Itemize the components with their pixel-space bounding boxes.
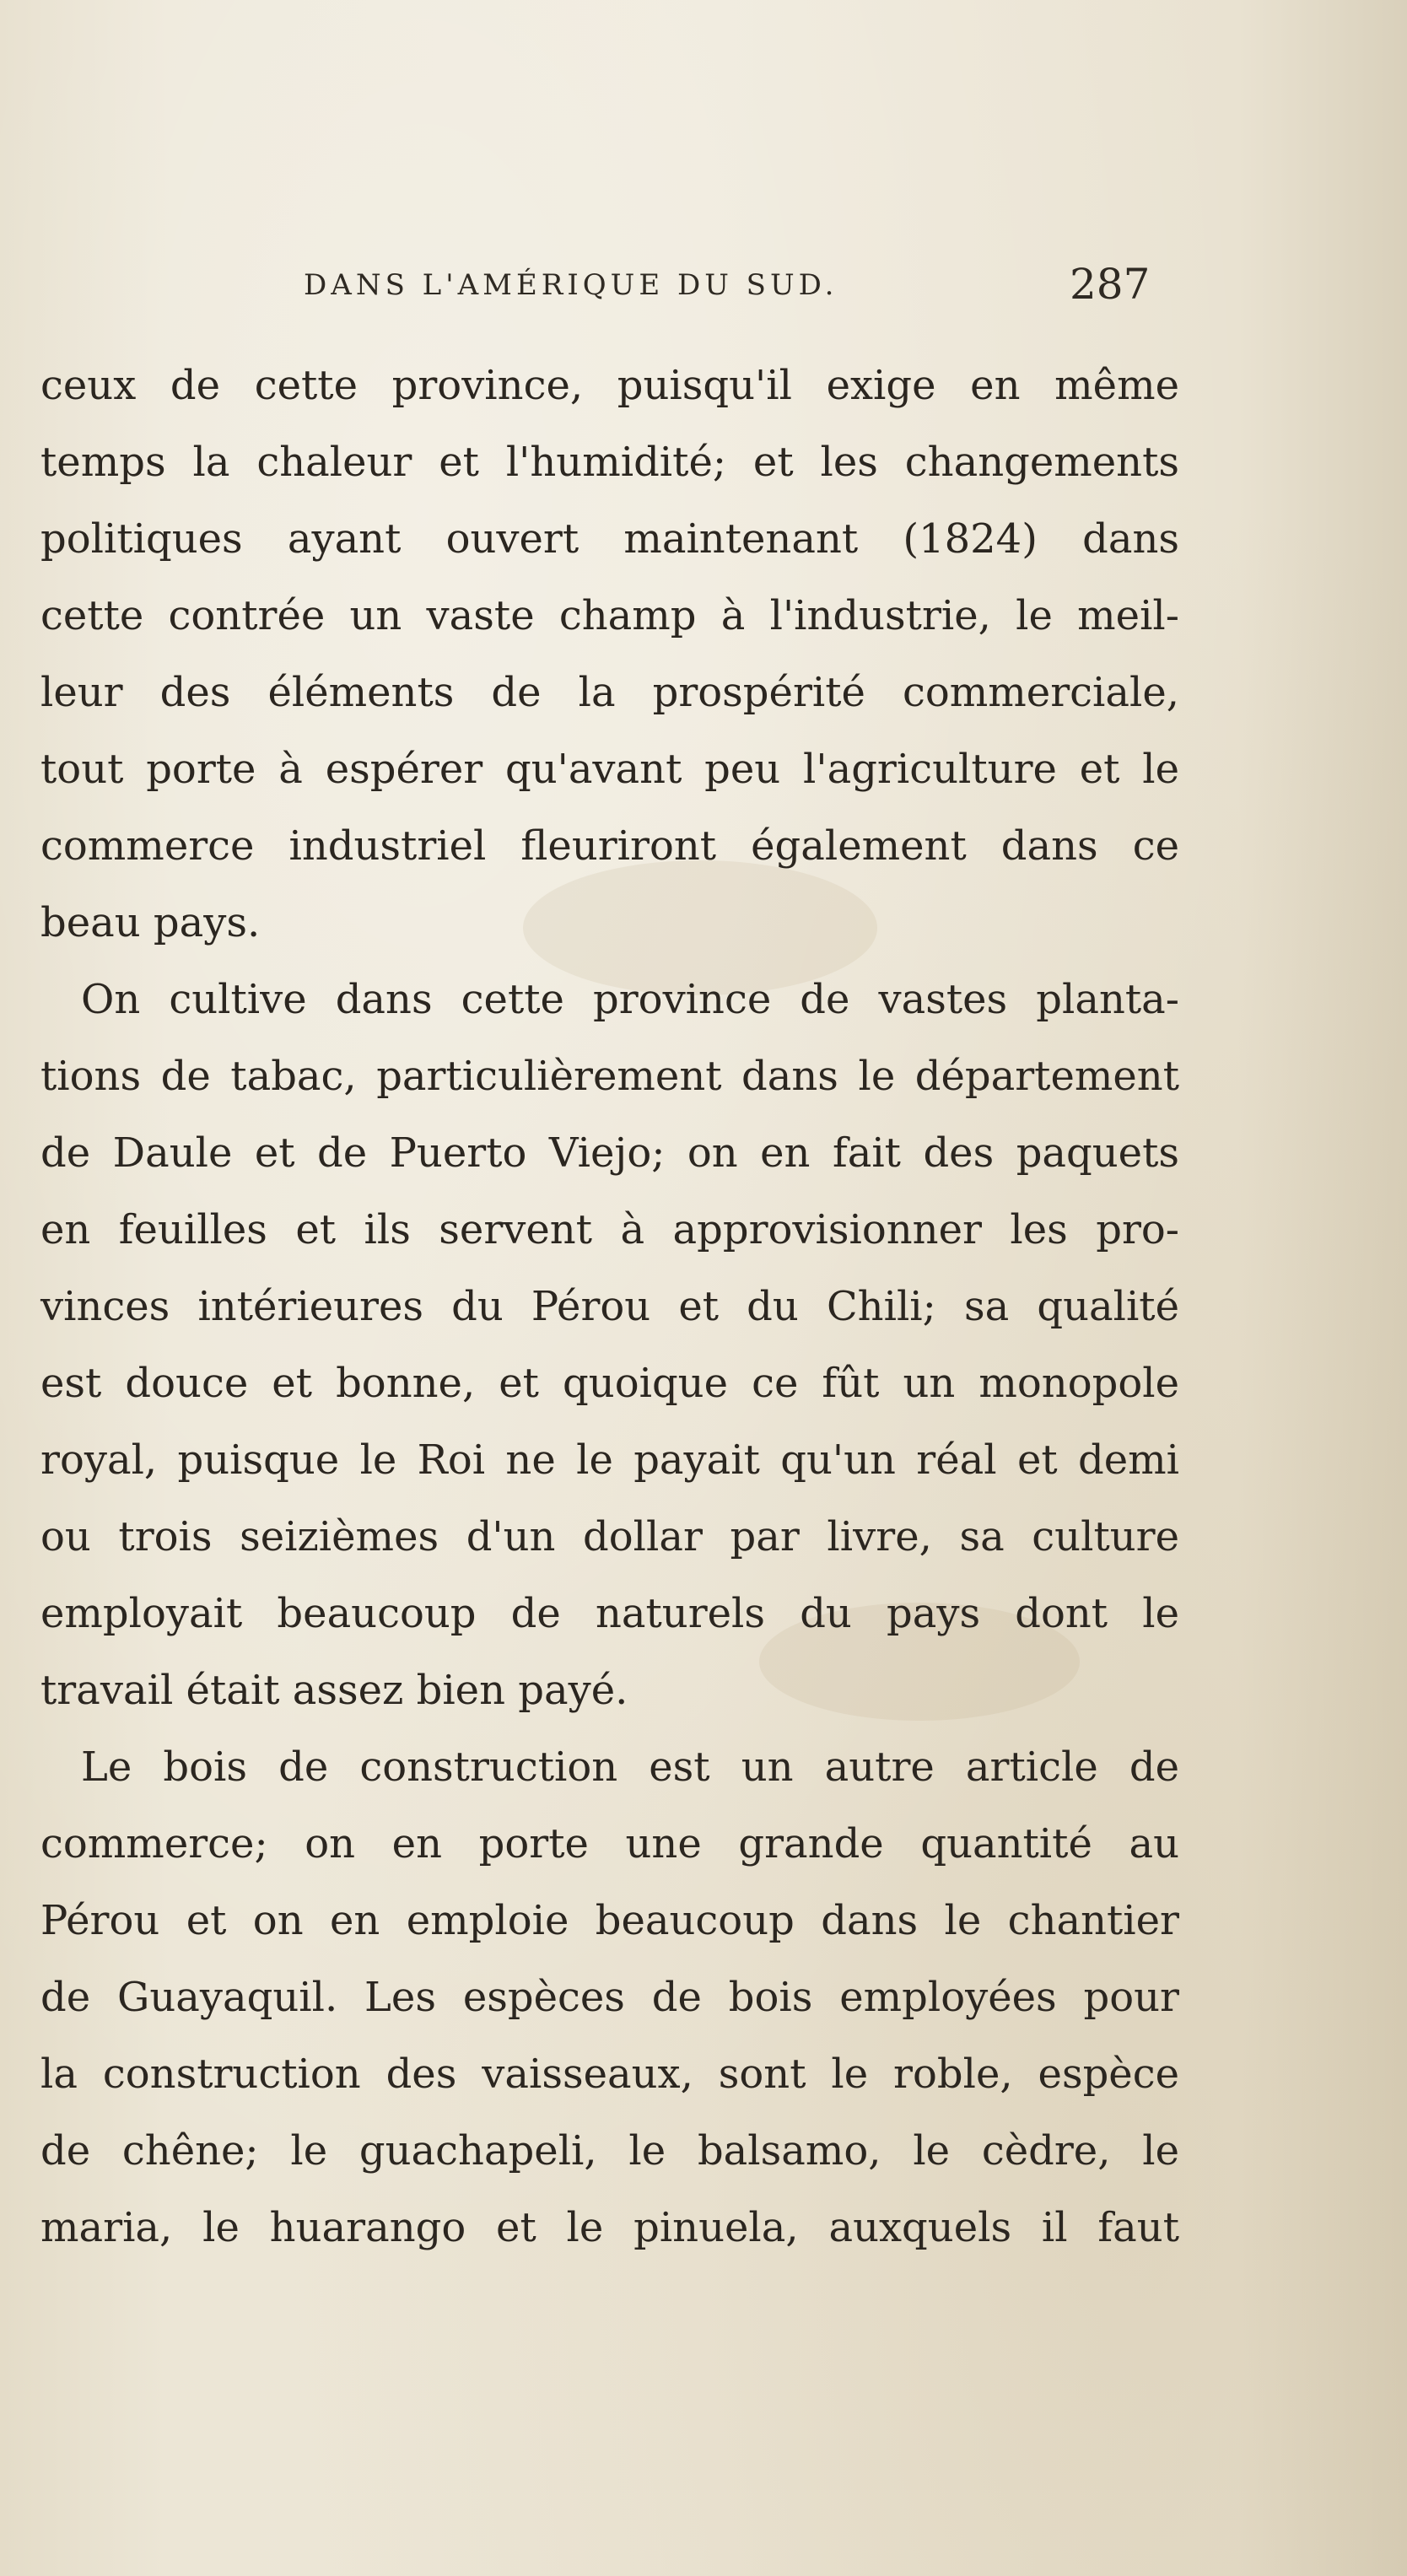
- text-line: en feuilles et ils servent à approvisionner les pro-: [40, 1206, 1179, 1253]
- text-line: ceux de cette province, puisqu'il exige en même: [40, 362, 1179, 409]
- text-line: royal, puisque le Roi ne le payait qu'un réal et demi: [40, 1436, 1179, 1484]
- text-line: tout porte à espérer qu'avant peu l'agriculture et le: [40, 746, 1179, 793]
- text-line: On cultive dans cette province de vastes planta-: [81, 976, 1179, 1023]
- text-line: employait beaucoup de naturels du pays dont le: [40, 1590, 1179, 1637]
- text-line: de Daule et de Puerto Viejo; on en fait des paquets: [40, 1129, 1179, 1177]
- text-line: commerce; on en porte une grande quantité au: [40, 1820, 1179, 1867]
- text-line: travail était assez bien payé.: [40, 1667, 628, 1714]
- text-line: de Guayaquil. Les espèces de bois employées pour: [40, 1974, 1179, 2021]
- text-line: temps la chaleur et l'humidité; et les changements: [40, 439, 1179, 486]
- page-number: 287: [1070, 260, 1151, 309]
- text-line: vinces intérieures du Pérou et du Chili; sa qualité: [40, 1283, 1179, 1330]
- text-line: Le bois de construction est un autre article de: [81, 1743, 1179, 1791]
- text-line: cette contrée un vaste champ à l'industrie, le meil-: [40, 592, 1179, 639]
- body-text: [40, 348, 1179, 2266]
- text-line: tions de tabac, particulièrement dans le département: [40, 1053, 1179, 1100]
- text-line: politiques ayant ouvert maintenant (1824) dans: [40, 515, 1179, 563]
- running-head: DANS L'AMÉRIQUE DU SUD.: [304, 268, 838, 302]
- text-line: ou trois seizièmes d'un dollar par livre, sa culture: [40, 1513, 1179, 1560]
- text-line: de chêne; le guachapeli, le balsamo, le cèdre, le: [40, 2127, 1179, 2175]
- text-line: Pérou et on en emploie beaucoup dans le chantier: [40, 1897, 1179, 1944]
- text-line: leur des éléments de la prospérité commerciale,: [40, 669, 1179, 716]
- text-line: beau pays.: [40, 899, 261, 946]
- text-line: la construction des vaisseaux, sont le roble, espèce: [40, 2051, 1179, 2098]
- text-line: commerce industriel fleuriront également dans ce: [40, 822, 1179, 870]
- text-line: est douce et bonne, et quoique ce fût un monopole: [40, 1360, 1179, 1407]
- text-line: maria, le huarango et le pinuela, auxquels il faut: [40, 2204, 1179, 2251]
